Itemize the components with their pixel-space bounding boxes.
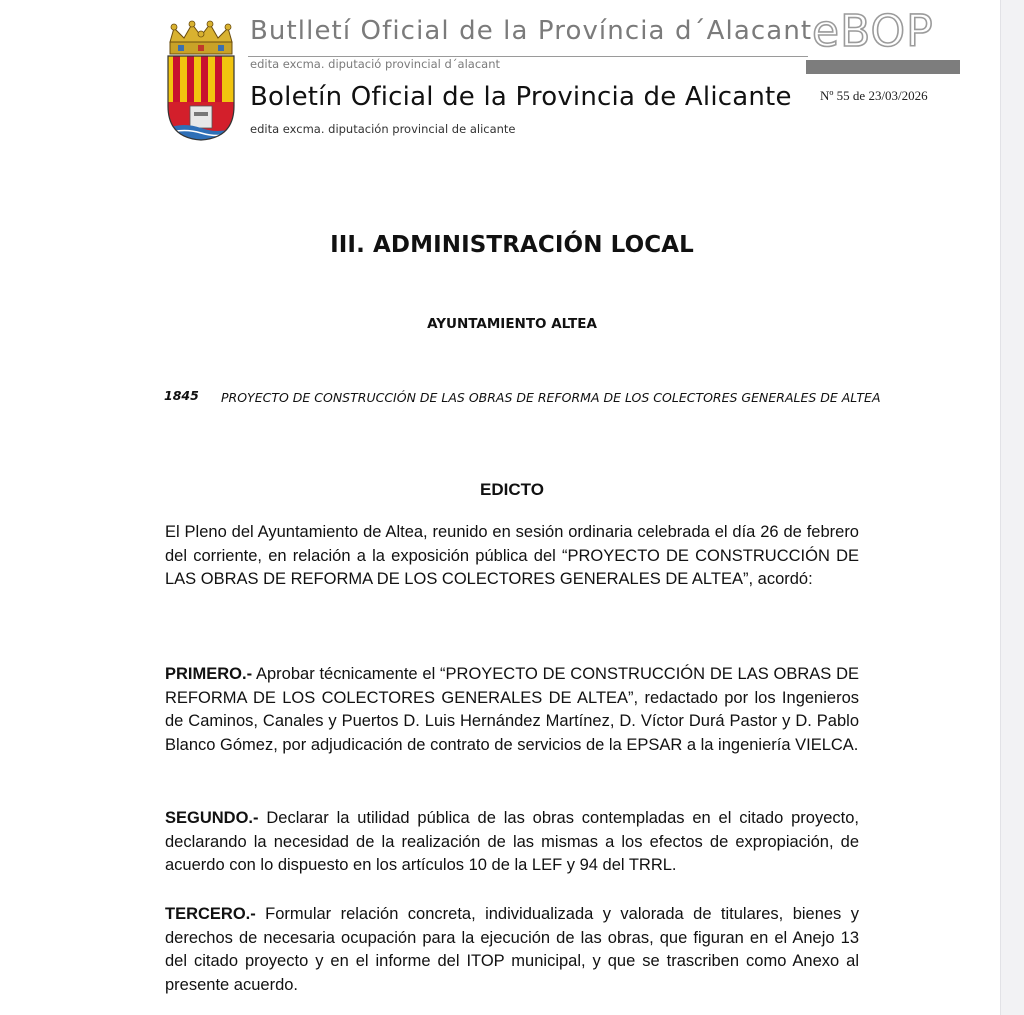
- header-bar: [806, 60, 960, 74]
- clause-tercero: [165, 903, 859, 997]
- clause-primero: [165, 663, 859, 757]
- issuing-body: AYUNTAMIENTO ALTEA: [427, 316, 597, 332]
- issue-number: Nº 55 de 23/03/2026: [820, 88, 928, 103]
- edict-heading: EDICTO: [480, 480, 544, 499]
- bulletin-title-valencian: Butlletí Oficial de la Província d´Alacant: [250, 16, 813, 46]
- announcement-title: PROYECTO DE CONSTRUCCIÓN DE LAS OBRAS DE REFORMA DE LOS COLECTORES GENERALES DE ALTEA: [221, 390, 881, 405]
- section-title: III. ADMINISTRACIÓN LOCAL: [330, 232, 694, 258]
- clause-label: TERCERO.-: [165, 905, 256, 923]
- clause-text: Declarar la utilidad pública de las obras contempladas en el citado proyecto, declarando la necesidad de la realización de las mismas a los efectos de expropiación, de acuerdo con lo dispuesto en los artículos 10 de la LEF y 94 del TRRL.: [165, 809, 859, 874]
- announcement-number: 1845: [164, 388, 199, 403]
- clause-label: PRIMERO.-: [165, 665, 253, 683]
- clause-label: SEGUNDO.-: [165, 809, 259, 827]
- clause-segundo: [165, 807, 859, 878]
- clause-text: Aprobar técnicamente el “PROYECTO DE CONSTRUCCIÓN DE LAS OBRAS DE REFORMA DE LOS COLECTORES GENERALES DE ALTEA”, redactado por los Ingenieros de Caminos, Canales y Puertos D. Luis Hernández Martínez, D. Víctor Durá Pastor y D. Pablo Blanco Gómez, por adjudicación de contrato de servicios de la EPSAR a la ingeniería VIELCA.: [165, 665, 859, 754]
- coat-of-arms-icon: [164, 20, 238, 142]
- publisher-valencian: edita excma. diputació provincial d´alacant: [250, 57, 501, 71]
- ebop-logo: eBOP: [812, 6, 934, 57]
- page-edge: [1000, 0, 1024, 1015]
- intro-paragraph: El Pleno del Ayuntamiento de Altea, reunido en sesión ordinaria celebrada el día 26 de febrero del corriente, en relación a la exposición pública del “PROYECTO DE CONSTRUCCIÓN DE LAS OBRAS DE REFORMA DE LOS COLECTORES GENERALES DE ALTEA”, acordó:: [165, 523, 859, 588]
- publisher-castilian: edita excma. diputación provincial de alicante: [250, 122, 516, 136]
- clause-text: Formular relación concreta, individualizada y valorada de titulares, bienes y derechos de necesaria ocupación para la ejecución de las obras, que figuran en el Anejo 13 del citado proyecto y en el informe del ITOP municipal, y que se trascriben como Anexo al presente acuerdo.: [165, 905, 859, 994]
- bulletin-title-castilian: Boletín Oficial de la Provincia de Alicante: [250, 82, 792, 112]
